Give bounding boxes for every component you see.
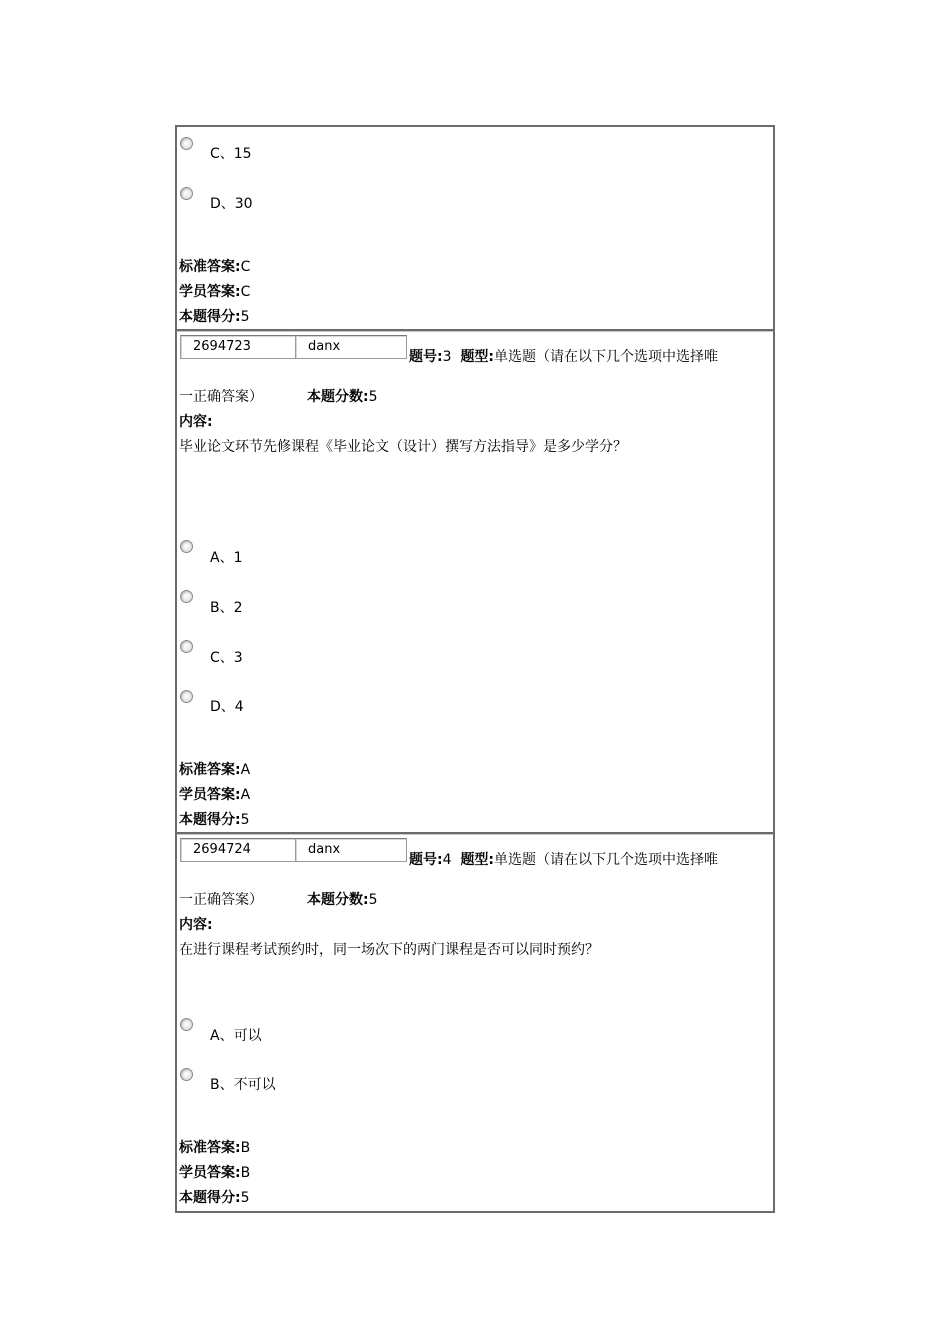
question-score: 本题得分:5	[179, 1190, 250, 1206]
option-label: A、可以	[210, 1028, 262, 1044]
question-header: 题号:4 题型:单选题（请在以下几个选项中选择唯	[409, 852, 719, 868]
student-answer: 学员答案:B	[179, 1165, 251, 1181]
question-type-code-field[interactable]: danx	[295, 838, 407, 862]
standard-answer: 标准答案:B	[179, 1140, 251, 1156]
question-id-field[interactable]: 2694724	[180, 838, 296, 862]
question-text: 毕业论文环节先修课程《毕业论文（设计）撰写方法指导》是多少学分？	[179, 439, 627, 455]
question-type-continued: 一正确答案）	[179, 389, 263, 405]
question-id-field[interactable]: 2694723	[180, 335, 296, 359]
question-score: 本题得分:5	[179, 309, 250, 325]
option-label: D、4	[210, 699, 244, 715]
option-label: A、1	[210, 550, 243, 566]
question-list-frame	[175, 125, 775, 1213]
content-label: 内容:	[179, 917, 213, 933]
option-label: C、3	[210, 650, 243, 666]
student-answer: 学员答案:A	[179, 787, 251, 803]
question-header: 题号:3 题型:单选题（请在以下几个选项中选择唯	[409, 349, 719, 365]
question-text: 在进行课程考试预约时，同一场次下的两门课程是否可以同时预约？	[179, 942, 599, 958]
option-radio-a[interactable]	[180, 1018, 193, 1031]
standard-answer: 标准答案:A	[179, 762, 251, 778]
standard-answer: 标准答案:C	[179, 259, 251, 275]
option-label: D、30	[210, 196, 253, 212]
question-type-code-field[interactable]: danx	[295, 335, 407, 359]
question-points: 本题分数:5	[307, 892, 378, 908]
content-label: 内容:	[179, 414, 213, 430]
option-label: C、15	[210, 146, 252, 162]
option-radio-d[interactable]	[180, 690, 193, 703]
option-radio-a[interactable]	[180, 540, 193, 553]
question-divider	[177, 329, 773, 332]
option-radio-c[interactable]	[180, 640, 193, 653]
option-radio-d[interactable]	[180, 187, 193, 200]
option-radio-b[interactable]	[180, 590, 193, 603]
question-score: 本题得分:5	[179, 812, 250, 828]
option-label: B、2	[210, 600, 243, 616]
student-answer: 学员答案:C	[179, 284, 251, 300]
question-points: 本题分数:5	[307, 389, 378, 405]
question-type-continued: 一正确答案）	[179, 892, 263, 908]
question-divider	[177, 832, 773, 835]
option-label: B、不可以	[210, 1077, 276, 1093]
option-radio-b[interactable]	[180, 1068, 193, 1081]
option-radio-c[interactable]	[180, 137, 193, 150]
